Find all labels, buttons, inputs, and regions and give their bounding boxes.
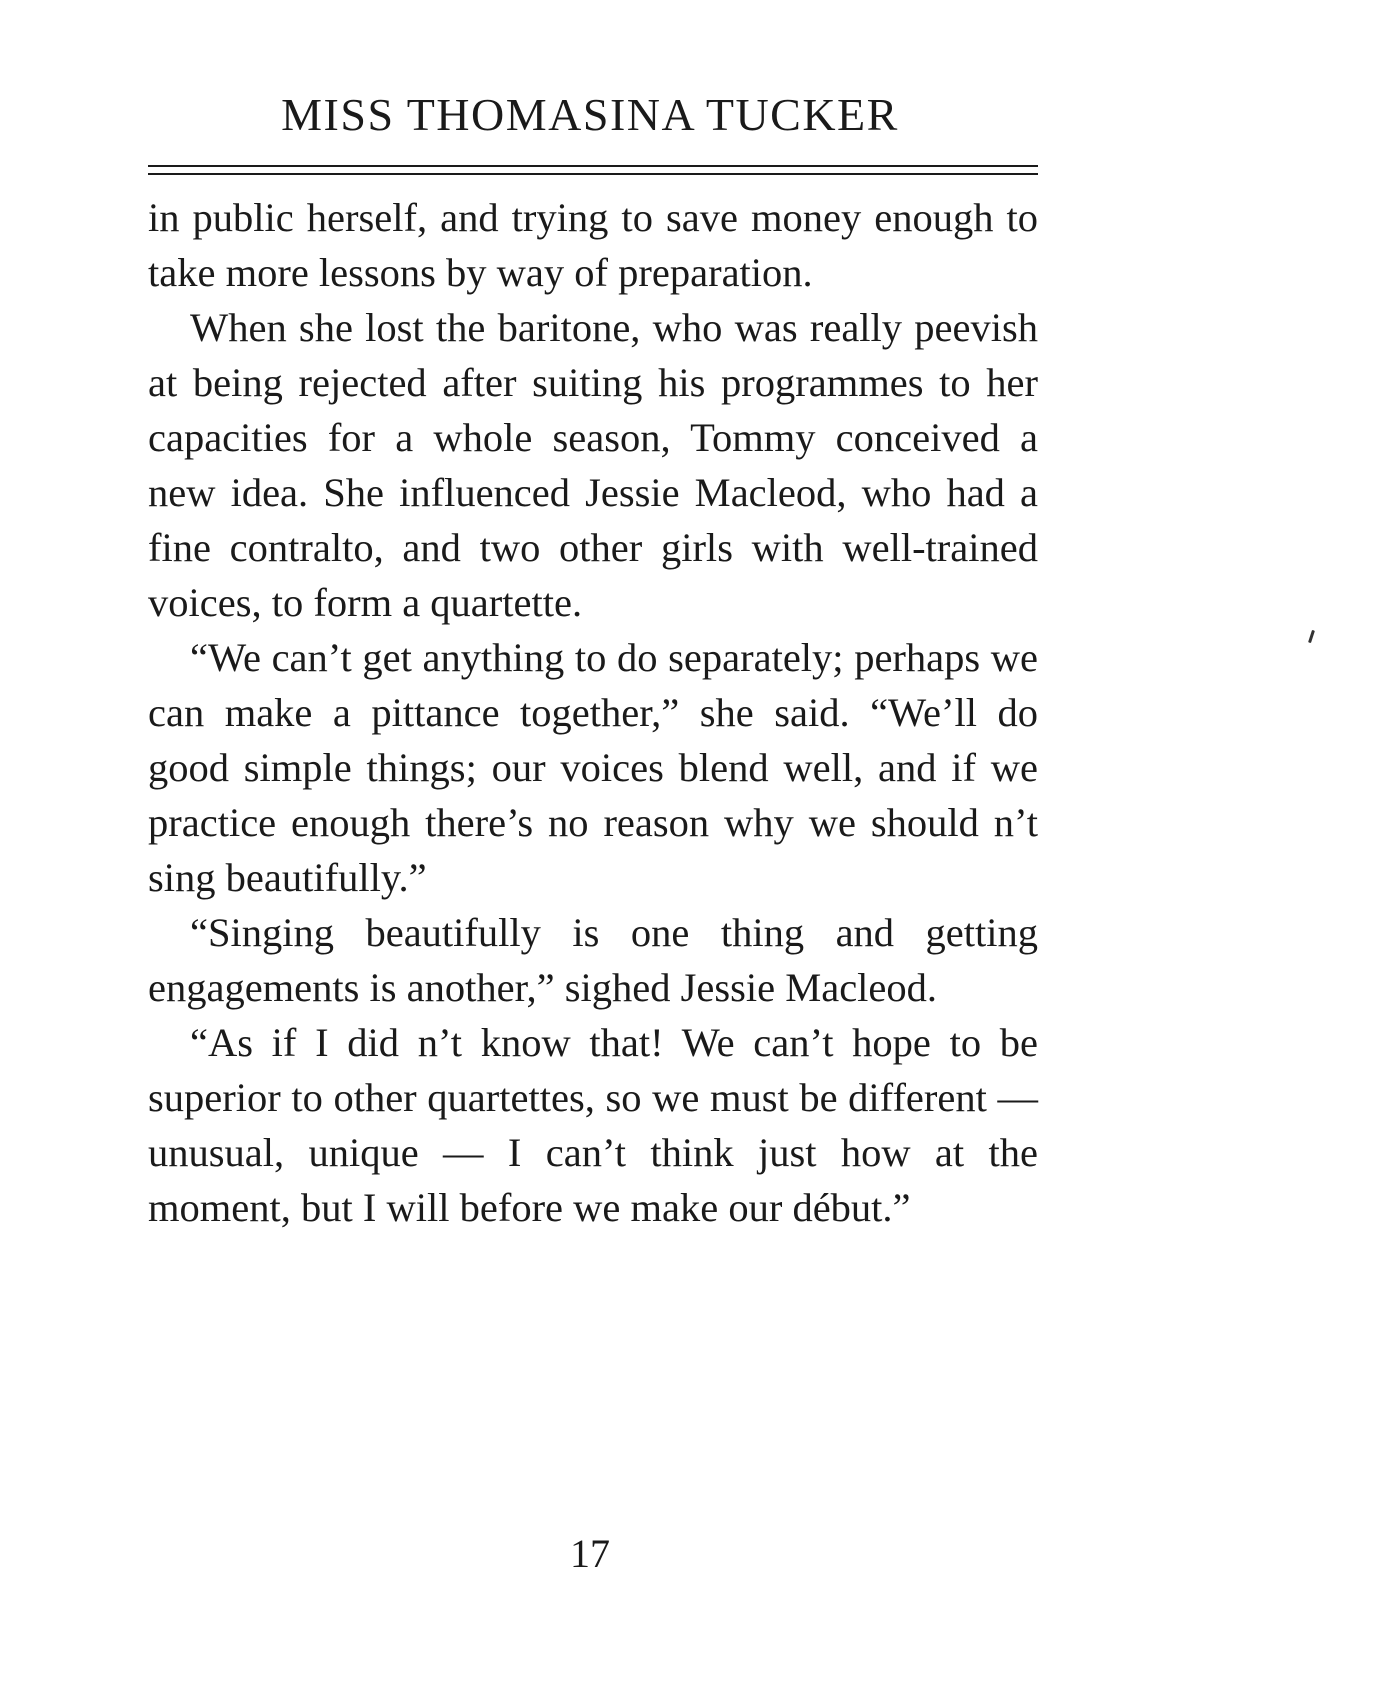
paragraph: “As if I did n’t know that! We can’t hope to be superior to other quartettes, so we must be different — unusual, unique — I can’t think just how at the moment, but I will before we make our début.” (148, 1020, 1038, 1230)
header-rule-top (148, 165, 1038, 167)
body-text (148, 190, 1038, 1235)
running-head: MISS THOMASINA TUCKER (281, 89, 899, 140)
page-number: 17 (570, 1531, 610, 1576)
paragraph-continued: in public herself, and trying to save money enough to take more lessons by way of preparation. (148, 195, 1038, 295)
paragraph: “We can’t get anything to do separately; perhaps we can make a pittance together,” she said. “We’ll do good simple things; our voices blend well, and if we practice enough there’s no reason why we should n’t sing beautifully.” (148, 635, 1038, 900)
header-rule-bottom (148, 173, 1038, 175)
scan-speck (1308, 630, 1315, 643)
paragraph: When she lost the baritone, who was really peevish at being rejected after suiting his programmes to her capacities for a whole season, Tommy conceived a new idea. She influenced Jessie Macleod, who had a fine contralto, and two other girls with well-trained voices, to form a quartette. (148, 305, 1038, 625)
paragraph: “Singing beautifully is one thing and getting engagements is another,” sighed Jessie Macleod. (148, 910, 1038, 1010)
